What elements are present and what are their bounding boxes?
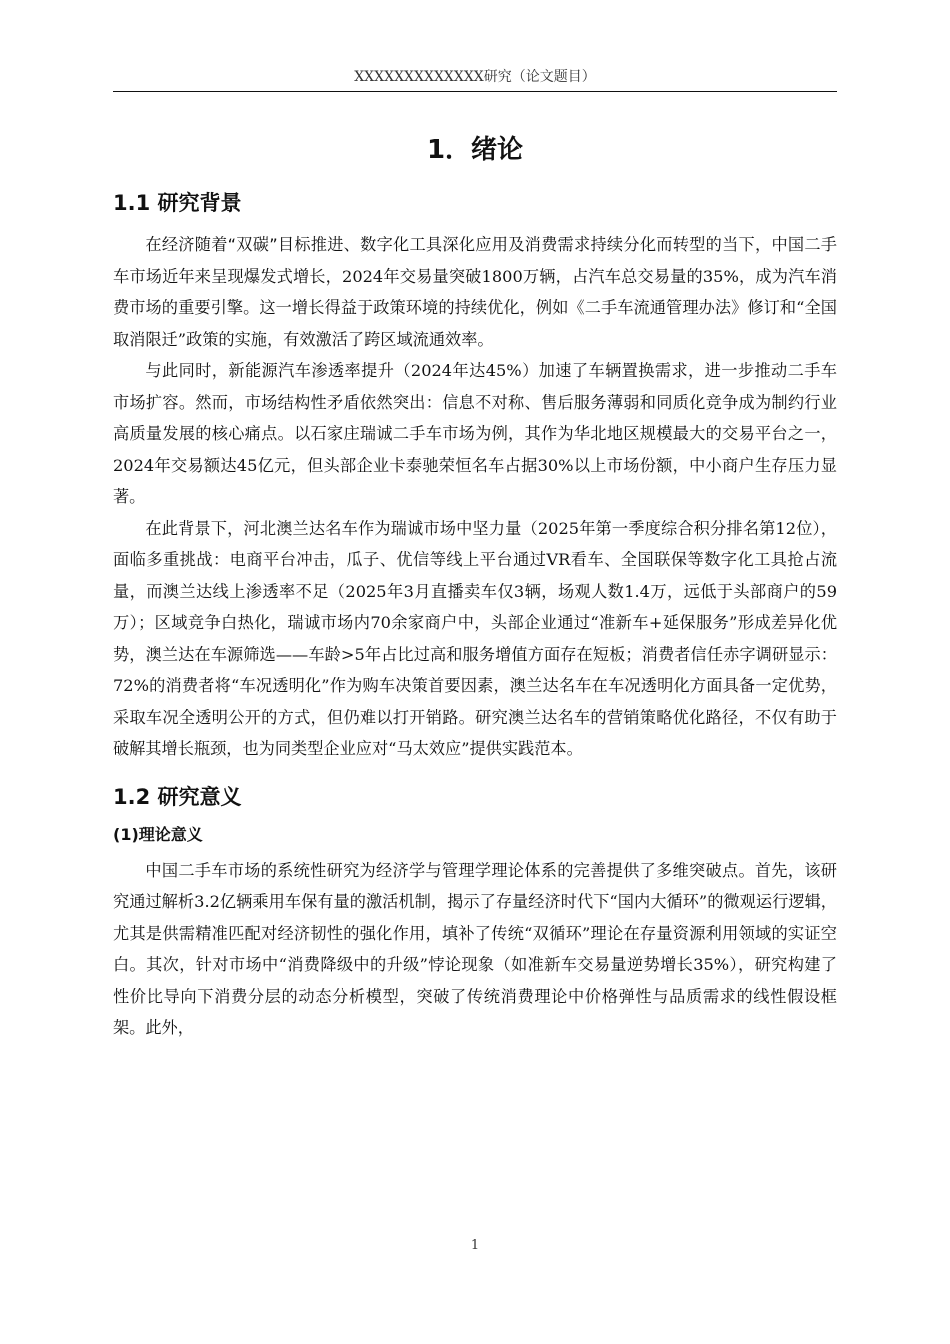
page-number: 1	[470, 1238, 480, 1253]
subsection-title-theoretical-significance: (1)理论意义	[113, 824, 203, 844]
emphasized-text: 随着“双碳”目标推进、数字化工具深化应用及消费需求持续分化	[194, 235, 657, 254]
running-header: XXXXXXXXXXXXX研究（论文题目）	[354, 69, 596, 85]
paragraph-text: 而转型的当下，中国二手车市场近年来呈现爆发式增长，2024年交易量突破1800万辆，占汽车总交易量的35%，成为汽车消费市场的重要引擎。这一增长得益于政策环境的持续优化，例如《二手车流通管理办法》修订和“全国取消限迁”政策的实施，有效激活了跨区域流通效率。	[113, 235, 837, 349]
chapter-title: 1．绪论	[426, 135, 524, 165]
document-body	[113, 128, 837, 1044]
background-paragraph-1	[113, 229, 837, 355]
section-title-research-significance: 1.2 研究意义	[113, 784, 242, 809]
significance-paragraph-1: 中国二手车市场的系统性研究为经济学与管理学理论体系的完善提供了多维突破点。首先，该研究通过解析3.2亿辆乘用车保有量的激活机制，揭示了存量经济时代下“国内大循环”的微观运行逻辑，尤其是供需精准匹配对经济韧性的强化作用，填补了传统“双循环”理论在存量资源利用领域的实证空白。其次，针对市场中“消费降级中的升级”悖论现象（如准新车交易量逆势增长35%），研究构建了性价比导向下消费分层的动态分析模型，突破了传统消费理论中价格弹性与品质需求的线性假设框架。此外，	[113, 860, 837, 1037]
paragraph-text: 在经济	[145, 235, 195, 254]
background-paragraph-2: 与此同时，新能源汽车渗透率提升（2024年达45%）加速了车辆置换需求，进一步推动二手车市场扩容。然而，市场结构性矛盾依然突出：信息不对称、售后服务薄弱和同质化竞争成为制约行业高质量发展的核心痛点。以石家庄瑞诚二手车市场为例，其作为华北地区规模最大的交易平台之一，2024年交易额达45亿元，但头部企业卡泰驰荣恒名车占据30%以上市场份额，中小商户生存压力显著。	[113, 361, 837, 506]
section-title-research-background: 1.1 研究背景	[113, 191, 242, 215]
background-paragraph-3: 在此背景下，河北澳兰达名车作为瑞诚市场中坚力量（2025年第一季度综合积分排名第12位），面临多重挑战：电商平台冲击，瓜子、优信等线上平台通过VR看车、全国联保等数字化工具抢占流量，而澳兰达线上渗透率不足（2025年3月直播卖车仅3辆，场观人数1.4万，远低于头部商户的59万）；区域竞争白热化，瑞诚市场内70余家商户中，头部企业通过“准新车+延保服务”形成差异化优势，澳兰达在车源筛选——车龄>5年占比过高和服务增值方面存在短板；消费者信任赤字调研显示：72%的消费者将“车况透明化”作为购车决策首要因素，澳兰达名车在车况透明化方面具备一定优势，采取车况全透明公开的方式，但仍难以打开销路。研究澳兰达名车的营销策略优化路径，不仅有助于破解其增长瓶颈，也为同类型企业应对“马太效应”提供实践范本。	[113, 518, 837, 758]
header-divider	[113, 91, 837, 92]
